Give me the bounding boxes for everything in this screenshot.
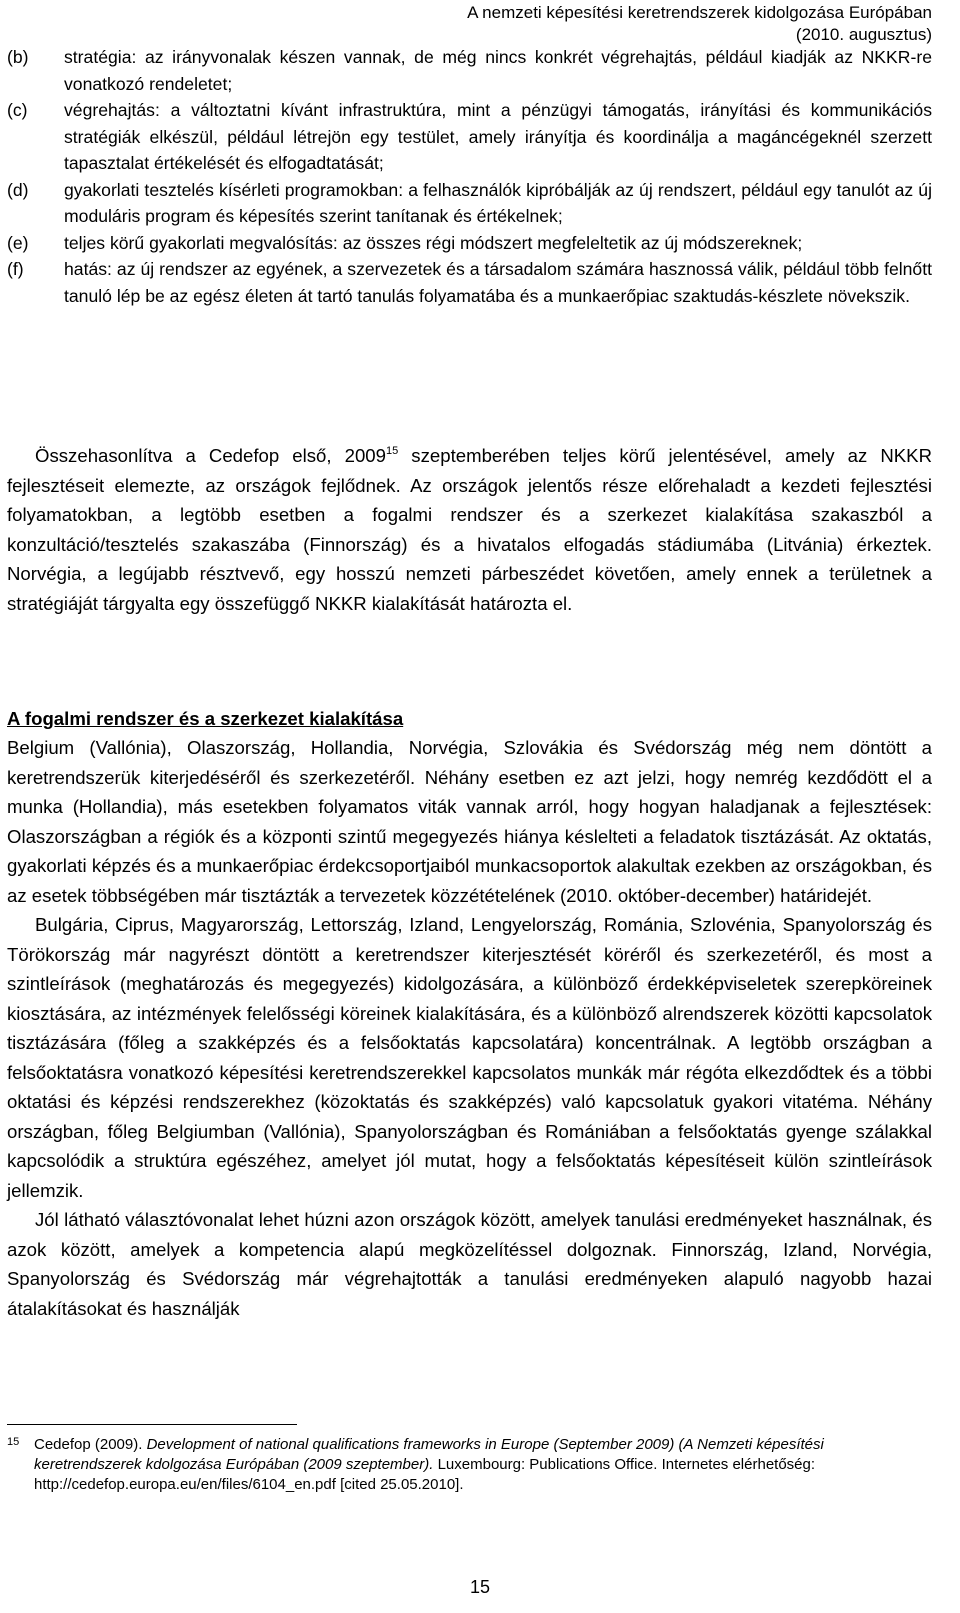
running-header-date: (2010. augusztus) [795, 25, 932, 44]
list-item [7, 44, 932, 97]
paragraph-text: Összehasonlítva a Cedefop első, 2009 [35, 445, 386, 466]
section-heading: A fogalmi rendszer és a szerkezet kialakítása [7, 708, 404, 729]
list-item-marker: (e) [7, 232, 29, 253]
footnote-title: Development of national qualifications frameworks in Europe (September 2009) (A Nemzeti képesítési keretrendszerek kdolgozása Európában (2009 szeptember). [34, 1436, 824, 1473]
list-item-marker: (c) [7, 100, 28, 120]
running-header-title: A nemzeti képesítési keretrendszerek kidolgozása Európában [467, 3, 932, 22]
list-item-marker: (d) [7, 179, 29, 200]
section-paragraph: Bulgária, Ciprus, Magyarország, Lettország, Izland, Lengyelország, Románia, Szlovénia, Spanyolország és Törökország már nagyrészt döntött a keretrendszer kiterjesztését köréről és szerkezetéről, és most a szintleírások (meghatározás és megegyezés) kidolgozására, a különböző érdekképviseletek szerepköreinek kiosztására, az intézmények felelősségi köreinek kialakítására, és a különböző alrendszerek közötti kapcsolatok tisztázására (főleg a szakképzés és a felsőoktatás kapcsolatára) koncentrálnak. A legtöbb országban a felsőoktatásra vonatkozó képesítési keretrendszerekkel kapcsolatos munkák már régóta elkezdődtek és a többi oktatási és képzési rendszerekhez (közoktatás és szakképzés) való kapcsolatuk gyakori vitatéma. Néhány országban, főleg Belgiumban (Vallónia), Spanyolországban és Romániában a felsőoktatás gyenge szálakkal kapcsolódik a struktúra egészéhez, amelyet jól mutat, hogy a felsőoktatás képesítéseit külön szintleírások jellemzik. [7, 914, 932, 1201]
paragraph-text: szeptemberében teljes körű jelentésével, amely az NKKR fejlesztéseit elemezte, az országok fejlődnek. Az országok jelentős része előrehaladt a kezdeti fejlesztési folyamatokban, a legtöbb esetben a fogalmi rendszer és a szerkezet kialakítása szakaszból a konzultáció/tesztelés szakaszába (Finnország) és a hivatalos elfogadás stádiumába (Litvánia) érkeztek. Norvégia, a legújabb résztvevő, egy hosszú nemzeti párbeszédet követően, amely ennek a területnek a stratégiáját tárgyalta egy összefüggő NKKR kialakítását határozta el. [7, 445, 932, 614]
list-item-marker: (f) [7, 259, 24, 279]
running-header [412, 2, 932, 46]
section-body [7, 733, 932, 1323]
section-paragraph: Belgium (Vallónia), Olaszország, Hollandia, Norvégia, Szlovákia és Svédország még nem döntött a keretrendszerük kiterjedéséről és szerkezetéről. Néhány esetben ez azt jelzi, hogy nemrég kezdődött el a munka (Hollandia), más esetekben folyamatos viták vannak arról, hogy hogyan haladjanak a fejlesztések: Olaszországban a régiók és a központi szintű megegyezés hiánya késlelteti a feladatok tisztázását. Az oktatás, gyakorlati képzés és a munkaerőpiac érdekcsoportjaiból munkacsoportok alakultak ezekben az országokban, és az esetek többségében már tisztázták a tervezetek közzétételének (2010. október-december) határidejét. [7, 737, 932, 906]
footnote-separator [7, 1424, 297, 1425]
list-item-text: stratégia: az irányvonalak készen vannak, de még nincs konkrét végrehajtás, például kiadják az NKKR-re vonatkozó rendeletet; [64, 47, 932, 94]
list-item [7, 230, 932, 257]
page-number: 15 [469, 1577, 491, 1597]
footnote [7, 1435, 932, 1495]
list-item-marker: (b) [7, 47, 29, 67]
list-item [7, 177, 932, 230]
footnote-reference[interactable]: 15 [385, 445, 399, 457]
list-item [7, 256, 932, 309]
list-item-text: gyakorlati tesztelés kísérleti programokban: a felhasználók kipróbálják az új rendszert, például egy tanulót az új moduláris program és képesítés szerint tanítanak és értékelnek; [64, 179, 932, 226]
list-item-text: hatás: az új rendszer az egyének, a szervezetek és a társadalom számára hasznossá válik, például több felnőtt tanuló lép be az egész életen át tartó tanulás folyamatába és a munkaerőpiac szaktudás-készlete növekszik. [64, 259, 932, 306]
comparison-paragraph [7, 441, 932, 618]
list-item-text: végrehajtás: a változtatni kívánt infrastruktúra, mint a pénzügyi támogatás, irányítási és kommunikációs stratégiák elkészül, például létrejön egy testület, amely irányítja és koordinálja a magáncégeknél szerzett tapasztalat értékelését és elfogadtatását; [64, 100, 932, 173]
section-paragraph: Jól látható választóvonalat lehet húzni azon országok között, amelyek tanulási eredményeket használnak, és azok között, amelyek a kompetencia alapú megközelítéssel dolgoznak. Finnország, Izland, Norvégia, Spanyolország és Svédország már végrehajtották a tanulási eredményeken alapuló nagyobb hazai átalakításokat és használják [7, 1209, 932, 1319]
stage-list [7, 44, 932, 309]
footnote-citation: Cedefop (2009). [34, 1436, 147, 1453]
footnote-source: Luxembourg: Publications Office. Internetes elérhetőség: http://cedefop.europa.eu/en/files/6104_en.pdf [cited 25.05.2010]. [34, 1456, 816, 1493]
list-item [7, 97, 932, 177]
footnote-text [34, 1435, 932, 1495]
footnote-number: 15 [7, 1436, 20, 1448]
list-item-text: teljes körű gyakorlati megvalósítás: az összes régi módszert megfeleltetik az új módszereknek; [64, 232, 803, 253]
